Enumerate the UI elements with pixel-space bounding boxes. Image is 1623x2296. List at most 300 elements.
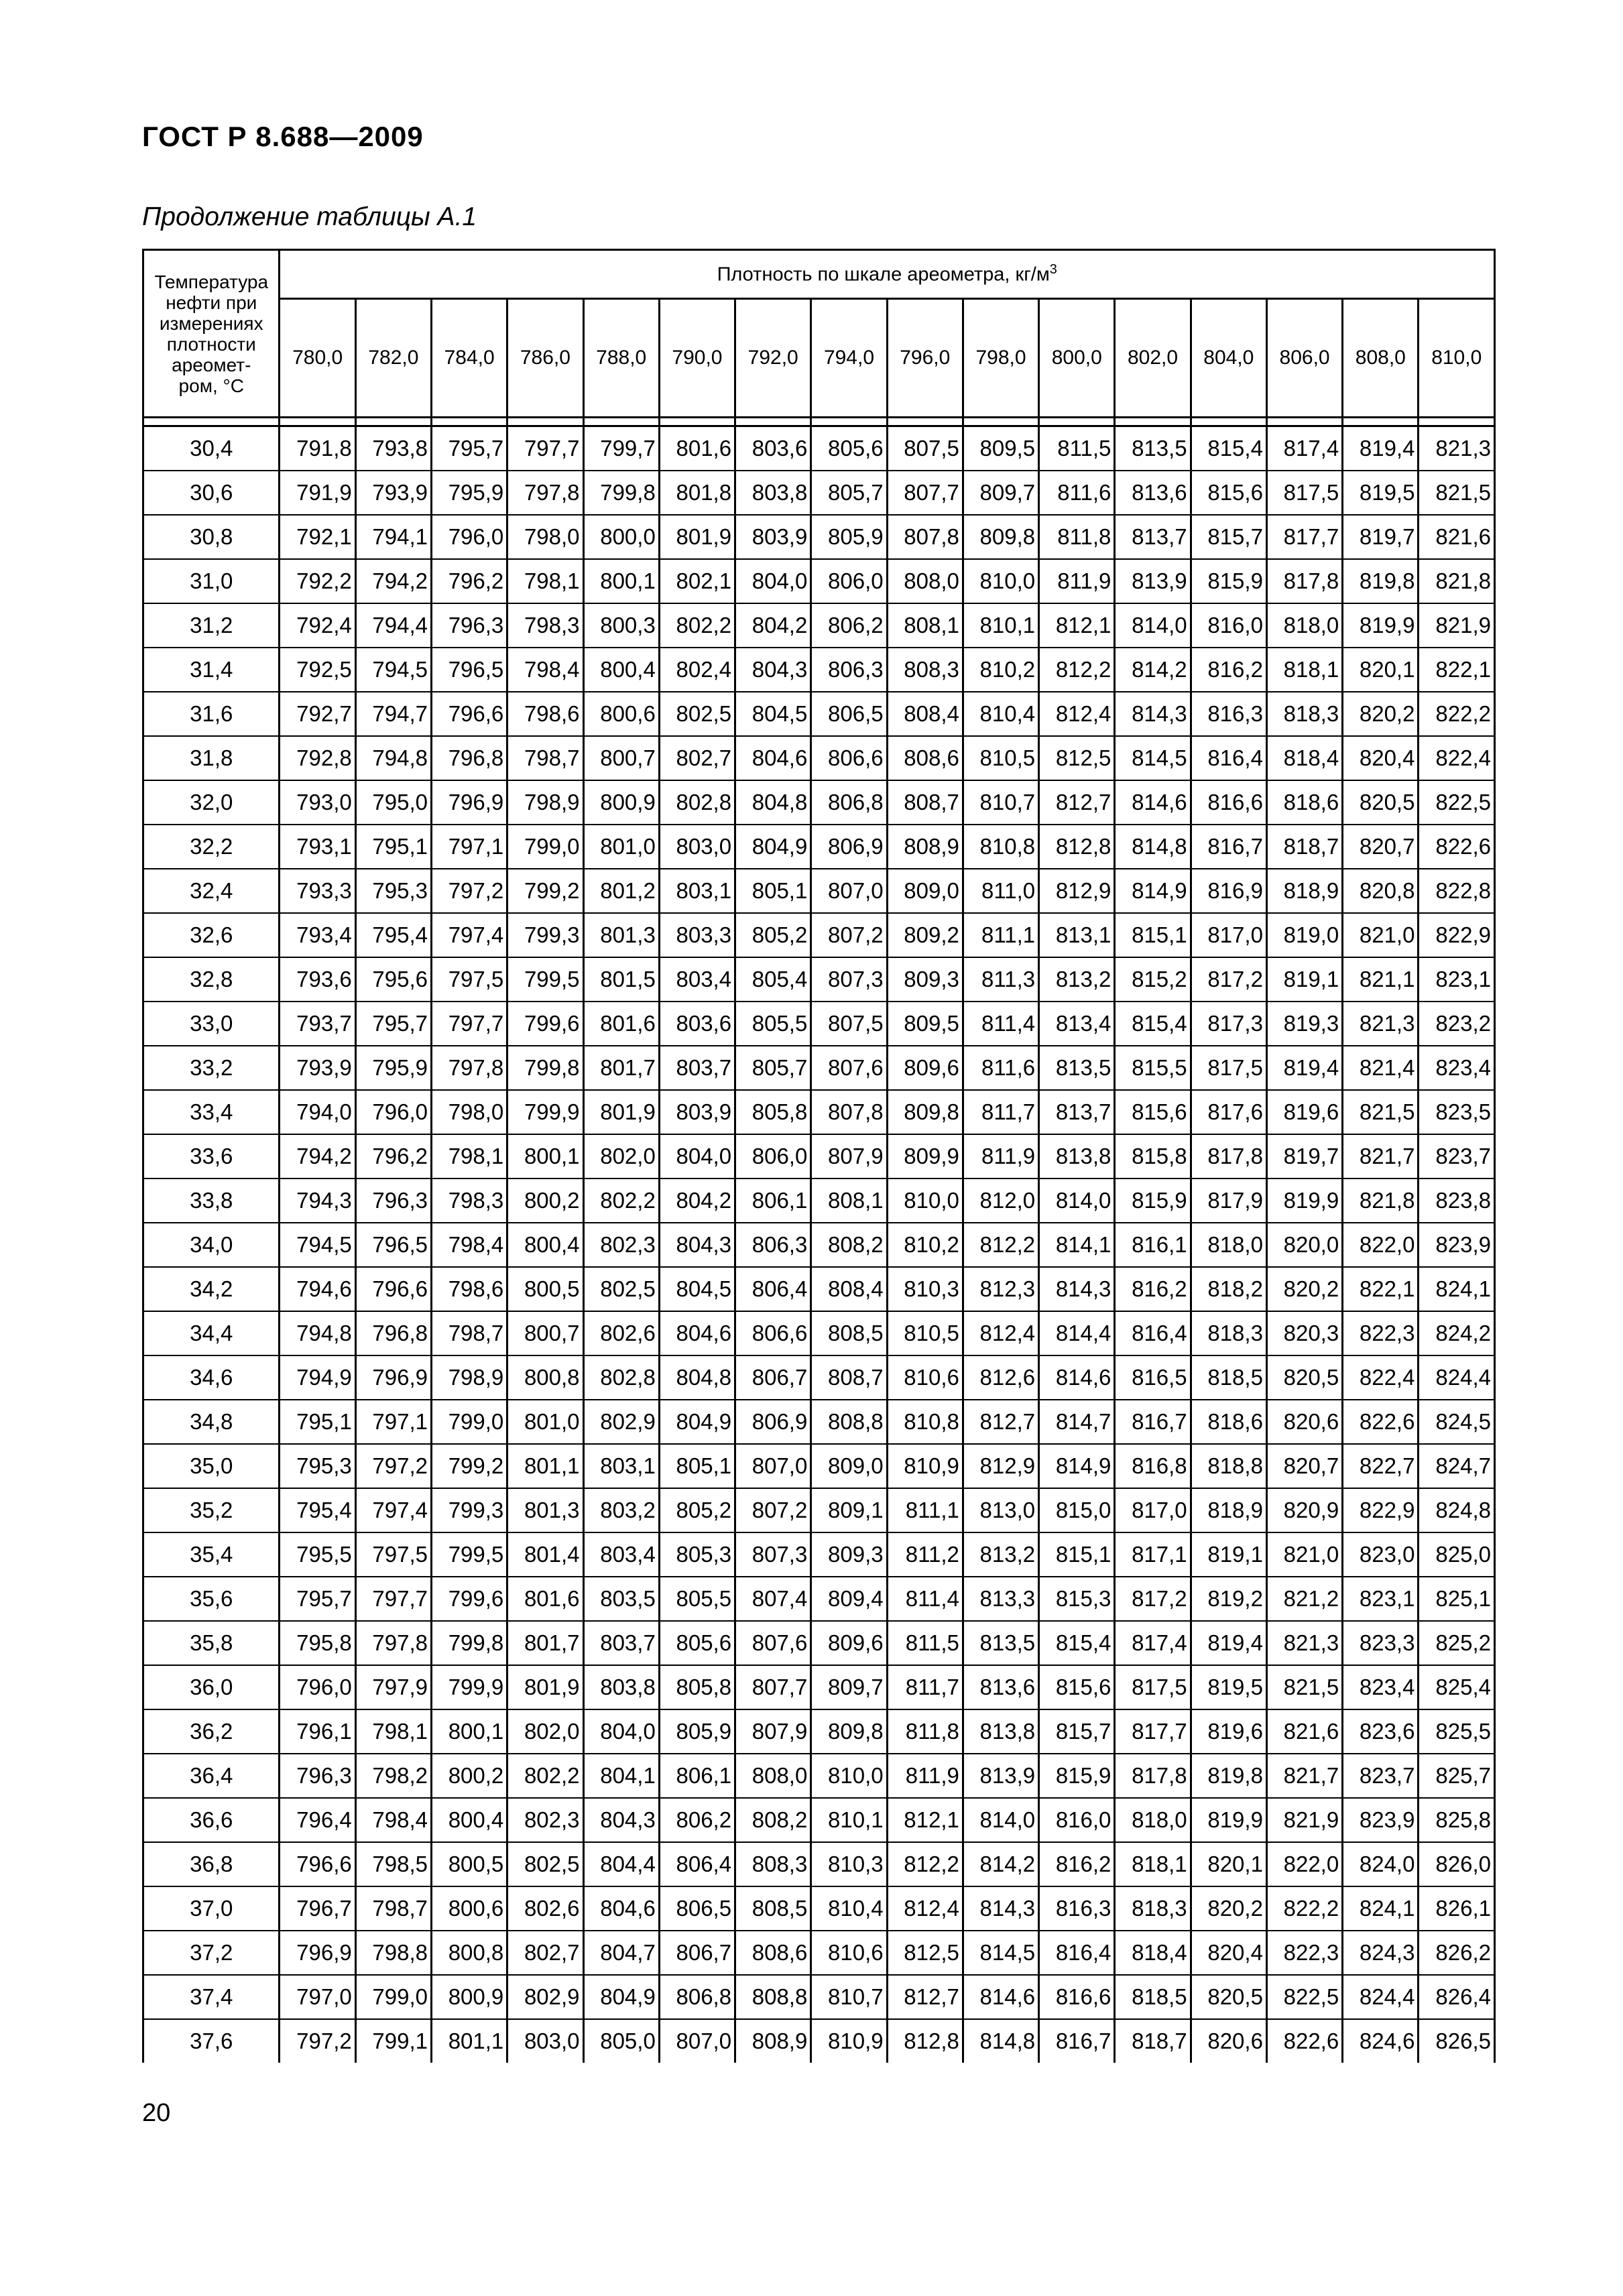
density-value-cell: 817,7 <box>1266 515 1342 559</box>
density-value-cell: 800,2 <box>507 1179 583 1223</box>
density-value-cell: 823,0 <box>1343 1532 1419 1577</box>
temperature-cell: 35,0 <box>143 1444 280 1488</box>
separator-cell <box>432 418 507 426</box>
density-value-cell: 806,4 <box>659 1842 735 1886</box>
density-value-cell: 812,8 <box>887 2019 963 2063</box>
density-value-cell: 818,0 <box>1115 1798 1191 1842</box>
density-value-cell: 822,3 <box>1266 1931 1342 1975</box>
density-value-cell: 807,8 <box>887 515 963 559</box>
density-value-cell: 800,1 <box>507 1134 583 1179</box>
density-value-cell: 818,1 <box>1115 1842 1191 1886</box>
density-value-cell: 822,4 <box>1419 736 1495 780</box>
density-value-cell: 819,6 <box>1266 1090 1342 1134</box>
density-value-cell: 808,1 <box>811 1179 887 1223</box>
density-value-cell: 796,0 <box>432 515 507 559</box>
density-value-cell: 807,0 <box>811 869 887 913</box>
temperature-cell: 35,6 <box>143 1577 280 1621</box>
density-value-cell: 808,9 <box>887 825 963 869</box>
density-value-cell: 806,6 <box>811 736 887 780</box>
temperature-cell: 32,4 <box>143 869 280 913</box>
density-value-cell: 816,7 <box>1115 1400 1191 1444</box>
density-value-cell: 801,3 <box>507 1488 583 1532</box>
density-value-cell: 816,4 <box>1115 1311 1191 1355</box>
density-value-cell: 802,9 <box>583 1400 659 1444</box>
density-value-cell: 820,7 <box>1343 825 1419 869</box>
density-value-cell: 791,9 <box>280 471 355 515</box>
temp-header-line: ром, °С <box>178 375 244 396</box>
density-value-cell: 819,5 <box>1191 1665 1266 1709</box>
density-value-cell: 822,2 <box>1419 692 1495 736</box>
density-value-cell: 816,4 <box>1191 736 1266 780</box>
density-value-cell: 820,4 <box>1343 736 1419 780</box>
density-value-cell: 798,7 <box>355 1886 431 1931</box>
density-value-cell: 797,0 <box>280 1975 355 2019</box>
density-value-cell: 806,8 <box>659 1975 735 2019</box>
temperature-cell: 32,2 <box>143 825 280 869</box>
density-value-cell: 826,1 <box>1419 1886 1495 1931</box>
density-value-cell: 798,1 <box>355 1709 431 1754</box>
temperature-cell: 32,8 <box>143 957 280 1002</box>
density-value-cell: 793,8 <box>355 426 431 471</box>
density-value-cell: 801,7 <box>507 1621 583 1665</box>
density-value-cell: 791,8 <box>280 426 355 471</box>
density-value-cell: 808,3 <box>735 1842 811 1886</box>
density-value-cell: 796,8 <box>355 1311 431 1355</box>
density-value-cell: 817,8 <box>1191 1134 1266 1179</box>
density-value-cell: 799,9 <box>432 1665 507 1709</box>
density-value-cell: 815,0 <box>1039 1488 1115 1532</box>
density-value-cell: 792,1 <box>280 515 355 559</box>
density-value-cell: 802,5 <box>659 692 735 736</box>
density-value-cell: 809,7 <box>811 1665 887 1709</box>
table-row <box>143 471 1495 515</box>
temperature-cell: 37,2 <box>143 1931 280 1975</box>
density-value-cell: 804,7 <box>583 1931 659 1975</box>
density-value-cell: 797,8 <box>432 1046 507 1090</box>
density-value-cell: 795,3 <box>355 869 431 913</box>
density-value-cell: 810,3 <box>811 1842 887 1886</box>
density-value-cell: 795,6 <box>355 957 431 1002</box>
density-value-cell: 815,1 <box>1039 1532 1115 1577</box>
density-value-cell: 824,0 <box>1343 1842 1419 1886</box>
density-value-cell: 808,5 <box>811 1311 887 1355</box>
table-row <box>143 1002 1495 1046</box>
separator-cell <box>355 418 431 426</box>
density-value-cell: 811,7 <box>963 1090 1038 1134</box>
density-value-cell: 804,2 <box>659 1179 735 1223</box>
temperature-cell: 30,6 <box>143 471 280 515</box>
density-value-cell: 810,0 <box>887 1179 963 1223</box>
separator-cell <box>659 418 735 426</box>
density-value-cell: 811,6 <box>963 1046 1038 1090</box>
temperature-cell: 31,0 <box>143 559 280 603</box>
temperature-cell: 33,0 <box>143 1002 280 1046</box>
temperature-cell: 37,6 <box>143 2019 280 2063</box>
density-value-cell: 814,9 <box>1039 1444 1115 1488</box>
density-value-cell: 797,5 <box>355 1532 431 1577</box>
density-value-cell: 800,1 <box>432 1709 507 1754</box>
separator-cell <box>1343 418 1419 426</box>
density-value-cell: 812,4 <box>963 1311 1038 1355</box>
temperature-cell: 31,6 <box>143 692 280 736</box>
density-value-cell: 802,0 <box>583 1134 659 1179</box>
temperature-cell: 30,8 <box>143 515 280 559</box>
density-value-cell: 807,3 <box>811 957 887 1002</box>
density-value-cell: 818,6 <box>1266 780 1342 825</box>
temperature-cell: 32,0 <box>143 780 280 825</box>
density-value-cell: 802,3 <box>507 1798 583 1842</box>
density-value-cell: 806,5 <box>659 1886 735 1931</box>
density-value-cell: 809,0 <box>811 1444 887 1488</box>
density-value-cell: 803,7 <box>583 1621 659 1665</box>
density-value-cell: 813,0 <box>963 1488 1038 1532</box>
density-value-cell: 812,2 <box>1039 648 1115 692</box>
density-value-cell: 812,9 <box>1039 869 1115 913</box>
temperature-cell: 34,6 <box>143 1355 280 1400</box>
table-row <box>143 1532 1495 1577</box>
density-value-cell: 799,6 <box>507 1002 583 1046</box>
document-code: ГОСТ Р 8.688—2009 <box>142 121 424 152</box>
table-row <box>143 648 1495 692</box>
density-value-cell: 816,0 <box>1039 1798 1115 1842</box>
density-value-cell: 808,6 <box>887 736 963 780</box>
density-value-cell: 820,5 <box>1343 780 1419 825</box>
density-value-cell: 814,0 <box>1115 603 1191 648</box>
density-value-cell: 795,8 <box>280 1621 355 1665</box>
density-value-cell: 794,8 <box>280 1311 355 1355</box>
density-value-cell: 809,6 <box>887 1046 963 1090</box>
density-value-cell: 801,8 <box>659 471 735 515</box>
density-value-cell: 804,6 <box>735 736 811 780</box>
density-value-cell: 823,1 <box>1343 1577 1419 1621</box>
density-value-cell: 809,6 <box>811 1621 887 1665</box>
density-value-cell: 803,4 <box>659 957 735 1002</box>
density-value-cell: 818,3 <box>1191 1311 1266 1355</box>
temperature-cell: 37,0 <box>143 1886 280 1931</box>
temperature-cell: 35,4 <box>143 1532 280 1577</box>
density-value-cell: 819,3 <box>1266 1002 1342 1046</box>
density-value-cell: 810,7 <box>811 1975 887 2019</box>
density-value-cell: 812,1 <box>1039 603 1115 648</box>
separator-cell <box>143 418 280 426</box>
density-value-cell: 811,2 <box>887 1532 963 1577</box>
temperature-cell: 32,6 <box>143 913 280 957</box>
density-value-cell: 798,1 <box>432 1134 507 1179</box>
density-value-cell: 823,4 <box>1343 1665 1419 1709</box>
density-value-cell: 809,4 <box>811 1577 887 1621</box>
density-value-cell: 818,5 <box>1191 1355 1266 1400</box>
density-value-cell: 809,1 <box>811 1488 887 1532</box>
density-value-cell: 814,2 <box>1115 648 1191 692</box>
density-value-cell: 818,4 <box>1115 1931 1191 1975</box>
density-value-cell: 824,8 <box>1419 1488 1495 1532</box>
density-value-cell: 816,6 <box>1039 1975 1115 2019</box>
temperature-cell: 36,4 <box>143 1754 280 1798</box>
density-value-cell: 821,6 <box>1266 1709 1342 1754</box>
density-value-cell: 796,8 <box>432 736 507 780</box>
density-value-cell: 800,4 <box>507 1223 583 1267</box>
density-value-cell: 805,8 <box>735 1090 811 1134</box>
density-value-cell: 825,4 <box>1419 1665 1495 1709</box>
density-value-cell: 816,2 <box>1115 1267 1191 1311</box>
density-value-cell: 798,1 <box>507 559 583 603</box>
density-value-cell: 820,4 <box>1191 1931 1266 1975</box>
density-value-cell: 819,4 <box>1191 1621 1266 1665</box>
density-value-cell: 811,3 <box>963 957 1038 1002</box>
density-value-cell: 804,8 <box>735 780 811 825</box>
density-value-cell: 794,4 <box>355 603 431 648</box>
density-value-cell: 800,5 <box>432 1842 507 1886</box>
density-value-cell: 826,5 <box>1419 2019 1495 2063</box>
density-value-cell: 811,9 <box>887 1754 963 1798</box>
density-value-cell: 806,0 <box>811 559 887 603</box>
density-value-cell: 824,5 <box>1419 1400 1495 1444</box>
density-value-cell: 824,1 <box>1419 1267 1495 1311</box>
density-value-cell: 801,4 <box>507 1532 583 1577</box>
density-value-cell: 808,2 <box>811 1223 887 1267</box>
table-row <box>143 1267 1495 1311</box>
table-row <box>143 1842 1495 1886</box>
density-value-cell: 822,0 <box>1266 1842 1342 1886</box>
density-value-cell: 816,8 <box>1115 1444 1191 1488</box>
density-column-header: 794,0 <box>811 299 887 418</box>
temperature-cell: 31,2 <box>143 603 280 648</box>
density-value-cell: 805,9 <box>659 1709 735 1754</box>
density-value-cell: 820,3 <box>1266 1311 1342 1355</box>
density-value-cell: 824,3 <box>1343 1931 1419 1975</box>
density-value-cell: 805,7 <box>735 1046 811 1090</box>
density-value-cell: 818,7 <box>1266 825 1342 869</box>
density-value-cell: 825,7 <box>1419 1754 1495 1798</box>
table-row <box>143 1355 1495 1400</box>
density-value-cell: 804,9 <box>583 1975 659 2019</box>
density-value-cell: 804,1 <box>583 1754 659 1798</box>
density-value-cell: 813,7 <box>1115 515 1191 559</box>
separator-cell <box>735 418 811 426</box>
density-value-cell: 810,2 <box>963 648 1038 692</box>
density-value-cell: 800,7 <box>507 1311 583 1355</box>
table-row <box>143 869 1495 913</box>
density-value-cell: 806,5 <box>811 692 887 736</box>
density-value-cell: 817,9 <box>1191 1179 1266 1223</box>
density-value-cell: 804,3 <box>735 648 811 692</box>
density-value-cell: 818,6 <box>1191 1400 1266 1444</box>
density-value-cell: 794,1 <box>355 515 431 559</box>
table-row <box>143 1754 1495 1798</box>
density-value-cell: 796,5 <box>355 1223 431 1267</box>
density-value-cell: 811,1 <box>963 913 1038 957</box>
density-value-cell: 807,6 <box>811 1046 887 1090</box>
density-value-cell: 817,7 <box>1115 1709 1191 1754</box>
density-value-cell: 799,8 <box>507 1046 583 1090</box>
density-value-cell: 823,9 <box>1343 1798 1419 1842</box>
density-value-cell: 801,6 <box>659 426 735 471</box>
density-value-cell: 820,0 <box>1266 1223 1342 1267</box>
table-row <box>143 603 1495 648</box>
density-column-header: 810,0 <box>1419 299 1495 418</box>
separator-cell <box>1115 418 1191 426</box>
density-value-cell: 800,4 <box>432 1798 507 1842</box>
header-separator <box>143 418 1495 426</box>
density-value-cell: 816,4 <box>1039 1931 1115 1975</box>
density-column-header: 804,0 <box>1191 299 1266 418</box>
density-value-cell: 801,9 <box>507 1665 583 1709</box>
table-row <box>143 957 1495 1002</box>
density-value-cell: 819,4 <box>1343 426 1419 471</box>
table-row <box>143 1577 1495 1621</box>
density-value-cell: 793,7 <box>280 1002 355 1046</box>
density-value-cell: 823,6 <box>1343 1709 1419 1754</box>
density-value-cell: 817,5 <box>1191 1046 1266 1090</box>
density-value-cell: 822,5 <box>1266 1975 1342 2019</box>
density-value-cell: 810,7 <box>963 780 1038 825</box>
density-value-cell: 815,9 <box>1039 1754 1115 1798</box>
density-value-cell: 819,9 <box>1343 603 1419 648</box>
density-value-cell: 800,8 <box>507 1355 583 1400</box>
density-value-cell: 802,6 <box>583 1311 659 1355</box>
density-value-cell: 823,3 <box>1343 1621 1419 1665</box>
density-value-cell: 801,9 <box>583 1090 659 1134</box>
temperature-cell: 33,2 <box>143 1046 280 1090</box>
density-value-cell: 812,3 <box>963 1267 1038 1311</box>
table-row <box>143 1046 1495 1090</box>
density-value-cell: 800,4 <box>583 648 659 692</box>
density-value-cell: 814,8 <box>1115 825 1191 869</box>
separator-cell <box>1419 418 1495 426</box>
density-value-cell: 822,2 <box>1266 1886 1342 1931</box>
density-value-cell: 803,1 <box>583 1444 659 1488</box>
density-value-cell: 814,6 <box>1039 1355 1115 1400</box>
density-value-cell: 810,9 <box>811 2019 887 2063</box>
density-value-cell: 818,3 <box>1115 1886 1191 1931</box>
density-value-cell: 815,6 <box>1191 471 1266 515</box>
density-value-cell: 803,9 <box>735 515 811 559</box>
density-value-cell: 823,2 <box>1419 1002 1495 1046</box>
density-value-cell: 819,4 <box>1266 1046 1342 1090</box>
density-value-cell: 815,4 <box>1039 1621 1115 1665</box>
density-value-cell: 814,2 <box>963 1842 1038 1886</box>
density-value-cell: 796,2 <box>432 559 507 603</box>
table-row <box>143 426 1495 471</box>
density-value-cell: 819,9 <box>1191 1798 1266 1842</box>
header-row-columns <box>143 299 1495 418</box>
density-value-cell: 813,4 <box>1039 1002 1115 1046</box>
density-value-cell: 799,0 <box>507 825 583 869</box>
density-scale-header <box>280 250 1495 299</box>
density-value-cell: 819,8 <box>1191 1754 1266 1798</box>
density-value-cell: 806,1 <box>735 1179 811 1223</box>
density-column-header: 808,0 <box>1343 299 1419 418</box>
density-value-cell: 806,7 <box>659 1931 735 1975</box>
temperature-cell: 36,0 <box>143 1665 280 1709</box>
temperature-cell: 35,2 <box>143 1488 280 1532</box>
density-value-cell: 794,3 <box>280 1179 355 1223</box>
density-value-cell: 801,9 <box>659 515 735 559</box>
temperature-cell: 31,8 <box>143 736 280 780</box>
density-value-cell: 813,5 <box>963 1621 1038 1665</box>
density-value-cell: 798,3 <box>507 603 583 648</box>
density-value-cell: 820,9 <box>1266 1488 1342 1532</box>
density-column-header: 790,0 <box>659 299 735 418</box>
density-value-cell: 812,9 <box>963 1444 1038 1488</box>
density-value-cell: 805,2 <box>659 1488 735 1532</box>
density-value-cell: 802,2 <box>659 603 735 648</box>
density-value-cell: 797,4 <box>355 1488 431 1532</box>
density-value-cell: 805,7 <box>811 471 887 515</box>
density-value-cell: 796,6 <box>280 1842 355 1886</box>
density-value-cell: 815,6 <box>1039 1665 1115 1709</box>
density-value-cell: 808,4 <box>887 692 963 736</box>
density-value-cell: 794,0 <box>280 1090 355 1134</box>
density-value-cell: 822,6 <box>1343 1400 1419 1444</box>
density-value-cell: 794,6 <box>280 1267 355 1311</box>
density-value-cell: 821,0 <box>1343 913 1419 957</box>
density-value-cell: 806,1 <box>659 1754 735 1798</box>
density-value-cell: 794,8 <box>355 736 431 780</box>
density-value-cell: 806,2 <box>659 1798 735 1842</box>
density-value-cell: 811,7 <box>887 1665 963 1709</box>
density-value-cell: 820,2 <box>1343 692 1419 736</box>
table-caption: Продолжение таблицы А.1 <box>142 202 477 231</box>
density-value-cell: 821,1 <box>1343 957 1419 1002</box>
density-value-cell: 808,2 <box>735 1798 811 1842</box>
density-value-cell: 805,1 <box>659 1444 735 1488</box>
density-value-cell: 814,4 <box>1039 1311 1115 1355</box>
density-value-cell: 808,5 <box>735 1886 811 1931</box>
density-value-cell: 817,4 <box>1266 426 1342 471</box>
separator-cell <box>1039 418 1115 426</box>
density-value-cell: 793,9 <box>355 471 431 515</box>
temperature-cell: 34,8 <box>143 1400 280 1444</box>
density-value-cell: 802,4 <box>659 648 735 692</box>
density-value-cell: 796,0 <box>355 1090 431 1134</box>
density-value-cell: 799,5 <box>507 957 583 1002</box>
density-value-cell: 796,3 <box>432 603 507 648</box>
density-value-cell: 820,2 <box>1266 1267 1342 1311</box>
density-value-cell: 794,2 <box>355 559 431 603</box>
density-value-cell: 796,1 <box>280 1709 355 1754</box>
density-value-cell: 812,1 <box>887 1798 963 1842</box>
density-value-cell: 807,8 <box>811 1090 887 1134</box>
density-value-cell: 809,8 <box>811 1709 887 1754</box>
density-value-cell: 792,5 <box>280 648 355 692</box>
temperature-cell: 37,4 <box>143 1975 280 2019</box>
density-value-cell: 817,8 <box>1266 559 1342 603</box>
density-column-header: 802,0 <box>1115 299 1191 418</box>
density-value-cell: 805,9 <box>811 515 887 559</box>
density-value-cell: 801,6 <box>507 1577 583 1621</box>
density-value-cell: 822,0 <box>1343 1223 1419 1267</box>
separator-cell <box>280 418 355 426</box>
density-value-cell: 802,6 <box>507 1886 583 1931</box>
density-value-cell: 806,9 <box>735 1400 811 1444</box>
density-value-cell: 803,3 <box>659 913 735 957</box>
density-value-cell: 795,3 <box>280 1444 355 1488</box>
density-value-cell: 819,7 <box>1343 515 1419 559</box>
density-value-cell: 802,8 <box>659 780 735 825</box>
density-value-cell: 822,6 <box>1266 2019 1342 2063</box>
density-value-cell: 804,4 <box>583 1842 659 1886</box>
density-value-cell: 824,4 <box>1419 1355 1495 1400</box>
density-scale-label: Плотность по шкале ареометра, кг/м <box>717 263 1050 286</box>
density-value-cell: 806,3 <box>735 1223 811 1267</box>
density-value-cell: 804,2 <box>735 603 811 648</box>
table-row <box>143 1311 1495 1355</box>
density-value-cell: 821,4 <box>1343 1046 1419 1090</box>
density-value-cell: 806,4 <box>735 1267 811 1311</box>
density-value-cell: 796,9 <box>432 780 507 825</box>
density-value-cell: 825,1 <box>1419 1577 1495 1621</box>
